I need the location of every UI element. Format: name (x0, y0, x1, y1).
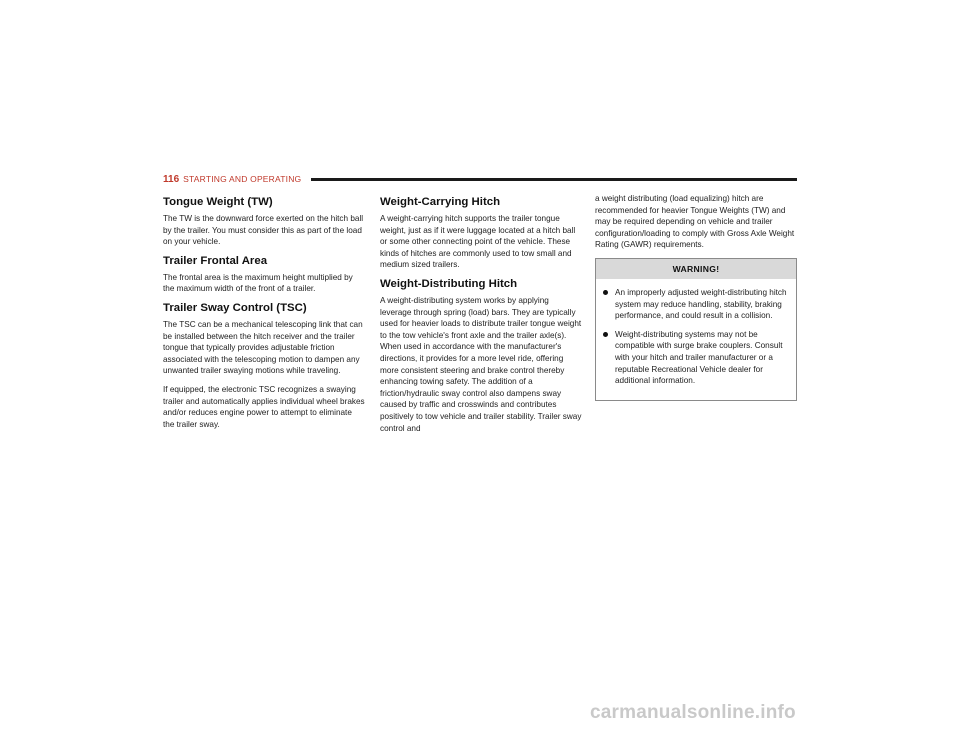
heading-weight-carrying-hitch: Weight-Carrying Hitch (380, 196, 501, 208)
column-1 (163, 193, 365, 437)
page-header (163, 172, 797, 186)
heading-tongue-weight: Tongue Weight (TW) (163, 196, 273, 208)
bullet-icon (603, 290, 608, 295)
paragraph-tsc-electronic: If equipped, the electronic TSC recognizes a swaying trailer and automatically applies individual wheel brakes and/or reduces engine power to attempt to eliminate the trailer sway. (163, 384, 365, 429)
heading-weight-distributing-hitch: Weight-Distributing Hitch (380, 277, 518, 290)
page-number: 116 (163, 173, 180, 185)
section-title: STARTING AND OPERATING (183, 174, 302, 184)
watermark: carmanualsonline.info (590, 702, 796, 723)
warning-title: WARNING! (596, 259, 796, 279)
heading-trailer-sway-control: Trailer Sway Control (TSC) (163, 301, 307, 314)
paragraph-continued: a weight distributing (load equalizing) hitch are recommended for heavier Tongue Weights (TW) and may be required depending on vehicle and trailer configuration/loading to comply with Gross Axle Weight Rating (GAWR) requirements. (595, 194, 795, 250)
warning-item (602, 329, 790, 387)
warning-item (602, 287, 790, 322)
heading-trailer-frontal-area: Trailer Frontal Area (163, 254, 268, 267)
column-3 (595, 193, 797, 401)
paragraph-weight-carrying-hitch: A weight-carrying hitch supports the trailer tongue weight, just as if it were luggage located at a hitch ball or some other connecting point of the vehicle. These kinds of hitches are commonly used to tow small and medium sized trailers. (380, 214, 576, 270)
header-rule (311, 178, 797, 181)
paragraph-trailer-frontal-area: The frontal area is the maximum height multiplied by the maximum width of the front of a trailer. (163, 272, 353, 294)
paragraph-weight-distributing-hitch: A weight-distributing system works by applying leverage through spring (load) bars. They are typically used for heavier loads to distribute trailer tongue weight to the tow vehicle's front axle and the trailer axle(s). When used in accordance with the manufacturer's directions, it provides for a more level ride, offering more consistent steering and brake control thereby enhancing towing safety. The addition of a friction/hydraulic sway control also dampens sway caused by traffic and crosswinds and contributes positively to tow vehicle and trailer stability. Trailer sway control and (380, 295, 582, 433)
paragraph-tsc-mechanical: The TSC can be a mechanical telescoping link that can be installed between the hitch receiver and the trailer tongue that typically provides adjustable friction associated with the telescoping motion to dampen any unwanted trailer swaying motions while traveling. (163, 319, 363, 376)
bullet-icon (603, 332, 608, 337)
warning-item-text: An improperly adjusted weight-distributing hitch system may reduce handling, stability, braking performance, and could result in a collision. (615, 287, 787, 321)
warning-item-text: Weight-distributing systems may not be compatible with surge brake couplers. Consult with your hitch and trailer manufacturer or a reputable Recreational Vehicle dealer for additional information. (615, 329, 783, 386)
column-2 (380, 193, 582, 441)
warning-list (596, 279, 796, 400)
paragraph-tongue-weight: The TW is the downward force exerted on the hitch ball by the trailer. You must consider this as part of the load on your vehicle. (163, 214, 364, 247)
warning-box (595, 258, 797, 401)
